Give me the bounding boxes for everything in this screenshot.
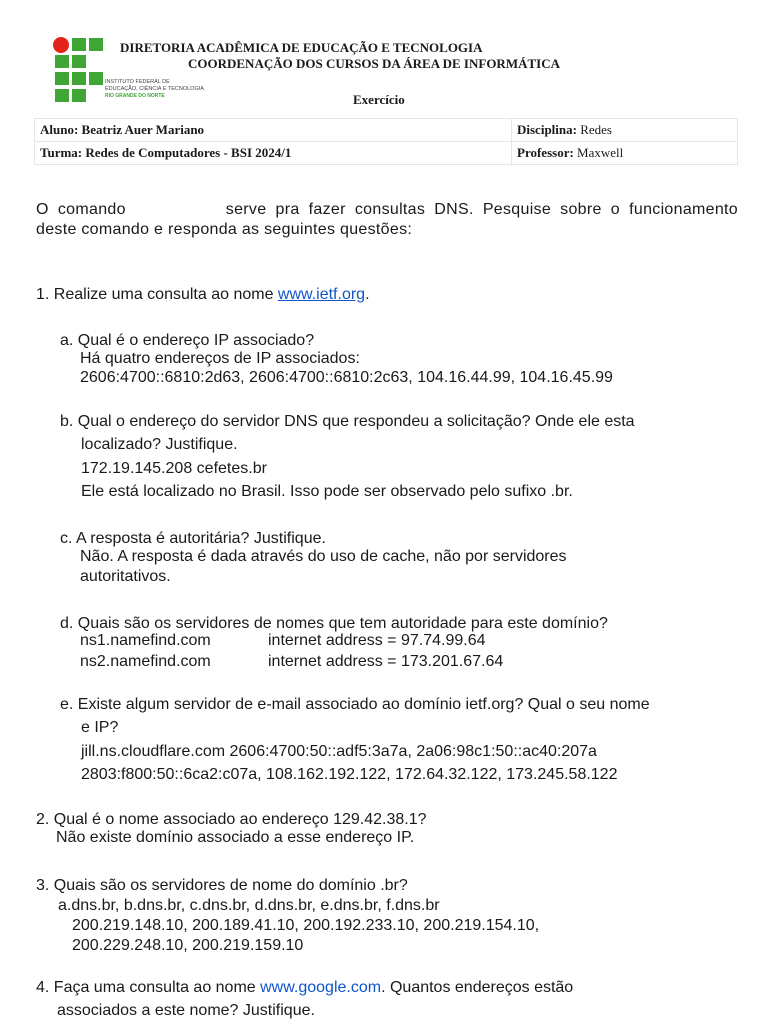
answer-1c-line-1: Não. A resposta é dada através do uso de cache, não por servidores xyxy=(80,548,567,565)
question-1b-line-1: b. Qual o endereço do servidor DNS que respondeu a solicitação? Onde ele esta xyxy=(60,413,635,430)
question-1 xyxy=(36,285,370,305)
answer-3-line-2: 200.219.148.10, 200.189.41.10, 200.192.233.10, 200.219.154.10, xyxy=(72,917,540,934)
answer-3-line-3: 200.229.248.10, 200.219.159.10 xyxy=(72,937,304,954)
question-3: 3. Quais são os servidores de nome do domínio .br? xyxy=(36,877,408,894)
answer-1e-line-1: jill.ns.cloudflare.com 2606:4700:50::adf5:3a7a, 2a06:98c1:50::ac40:207a xyxy=(81,743,597,760)
aluno-label: Aluno: xyxy=(40,122,79,137)
answer-3-line-1: a.dns.br, b.dns.br, c.dns.br, d.dns.br, e.dns.br, f.dns.br xyxy=(58,897,440,914)
ns1-address: internet address = 97.74.99.64 xyxy=(268,632,486,649)
ietf-link[interactable]: www.ietf.org xyxy=(277,286,366,303)
answer-1e-line-2: 2803:f800:50::6ca2:c07a, 108.162.192.122, 172.64.32.122, 173.245.58.122 xyxy=(81,766,618,783)
question-4-line-1 xyxy=(36,978,573,998)
intro-paragraph xyxy=(36,200,738,240)
table-row xyxy=(35,142,738,165)
question-4-text: 4. Faça uma consulta ao nome xyxy=(36,979,261,996)
doc-title: Exercício xyxy=(353,92,405,107)
google-link[interactable]: www.google.com xyxy=(260,979,382,996)
answer-1b-line-1: 172.19.145.208 cefetes.br xyxy=(81,460,267,477)
answer-1b-line-2: Ele está localizado no Brasil. Isso pode ser observado pelo sufixo .br. xyxy=(81,483,573,500)
turma-label: Turma: xyxy=(40,145,83,160)
question-1c: c. A resposta é autoritária? Justifique. xyxy=(60,530,326,547)
question-1-text: 1. Realize uma consulta ao nome xyxy=(36,286,278,303)
svg-text:RIO GRANDE DO NORTE: RIO GRANDE DO NORTE xyxy=(105,93,165,99)
disciplina-label: Disciplina: xyxy=(517,122,577,137)
turma-cell xyxy=(35,142,512,165)
svg-text:INSTITUTO FEDERAL DE: INSTITUTO FEDERAL DE xyxy=(105,79,170,85)
aluno-cell xyxy=(35,119,512,142)
aluno-value: Beatriz Auer Mariano xyxy=(81,122,205,137)
ns1-name: ns1.namefind.com xyxy=(80,632,211,649)
question-1e-line-1: e. Existe algum servidor de e-mail associado ao domínio ietf.org? Qual o seu nome xyxy=(60,696,650,713)
answer-1a-line-2: 2606:4700::6810:2d63, 2606:4700::6810:2c63, 104.16.44.99, 104.16.45.99 xyxy=(80,369,613,386)
professor-label: Professor: xyxy=(517,145,574,160)
question-1d: d. Quais são os servidores de nomes que tem autoridade para este domínio? xyxy=(60,615,608,632)
ns2-name: ns2.namefind.com xyxy=(80,653,211,670)
professor-value: Maxwell xyxy=(577,145,624,160)
table-row xyxy=(35,119,738,142)
answer-1c-line-2: autoritativos. xyxy=(80,568,171,585)
professor-cell xyxy=(512,142,738,165)
header-line-1: DIRETORIA ACADÊMICA DE EDUCAÇÃO E TECNOLOGIA xyxy=(120,40,483,55)
turma-value: Redes de Computadores - BSI 2024/1 xyxy=(85,145,292,160)
intro-part-1: O comando xyxy=(36,201,126,218)
question-1-suffix: . xyxy=(365,286,370,303)
svg-text:EDUCAÇÃO, CIÊNCIA E TECNOLOGIA: EDUCAÇÃO, CIÊNCIA E TECNOLOGIA xyxy=(105,86,204,92)
answer-2: Não existe domínio associado a esse endereço IP. xyxy=(56,829,415,846)
student-info-table xyxy=(34,118,738,165)
answer-1a-line-1: Há quatro endereços de IP associados: xyxy=(80,350,360,367)
question-4-line-2: associados a este nome? Justifique. xyxy=(57,1002,315,1019)
question-1a: a. Qual é o endereço IP associado? xyxy=(60,332,315,349)
disciplina-value: Redes xyxy=(580,122,612,137)
header-line-2: COORDENAÇÃO DOS CURSOS DA ÁREA DE INFORMÁTICA xyxy=(188,56,560,71)
question-1b-line-2: localizado? Justifique. xyxy=(81,436,238,453)
disciplina-cell xyxy=(512,119,738,142)
question-4-suffix: . Quantos endereços estão xyxy=(381,979,574,996)
ns2-address: internet address = 173.201.67.64 xyxy=(268,653,504,670)
question-1e-line-2: e IP? xyxy=(81,719,119,736)
question-2: 2. Qual é o nome associado ao endereço 129.42.38.1? xyxy=(36,811,427,828)
intro-part-2: serve pra fazer consultas DNS. Pesquise sobre o funcionamento deste comando e responda as seguintes questões: xyxy=(36,201,738,238)
